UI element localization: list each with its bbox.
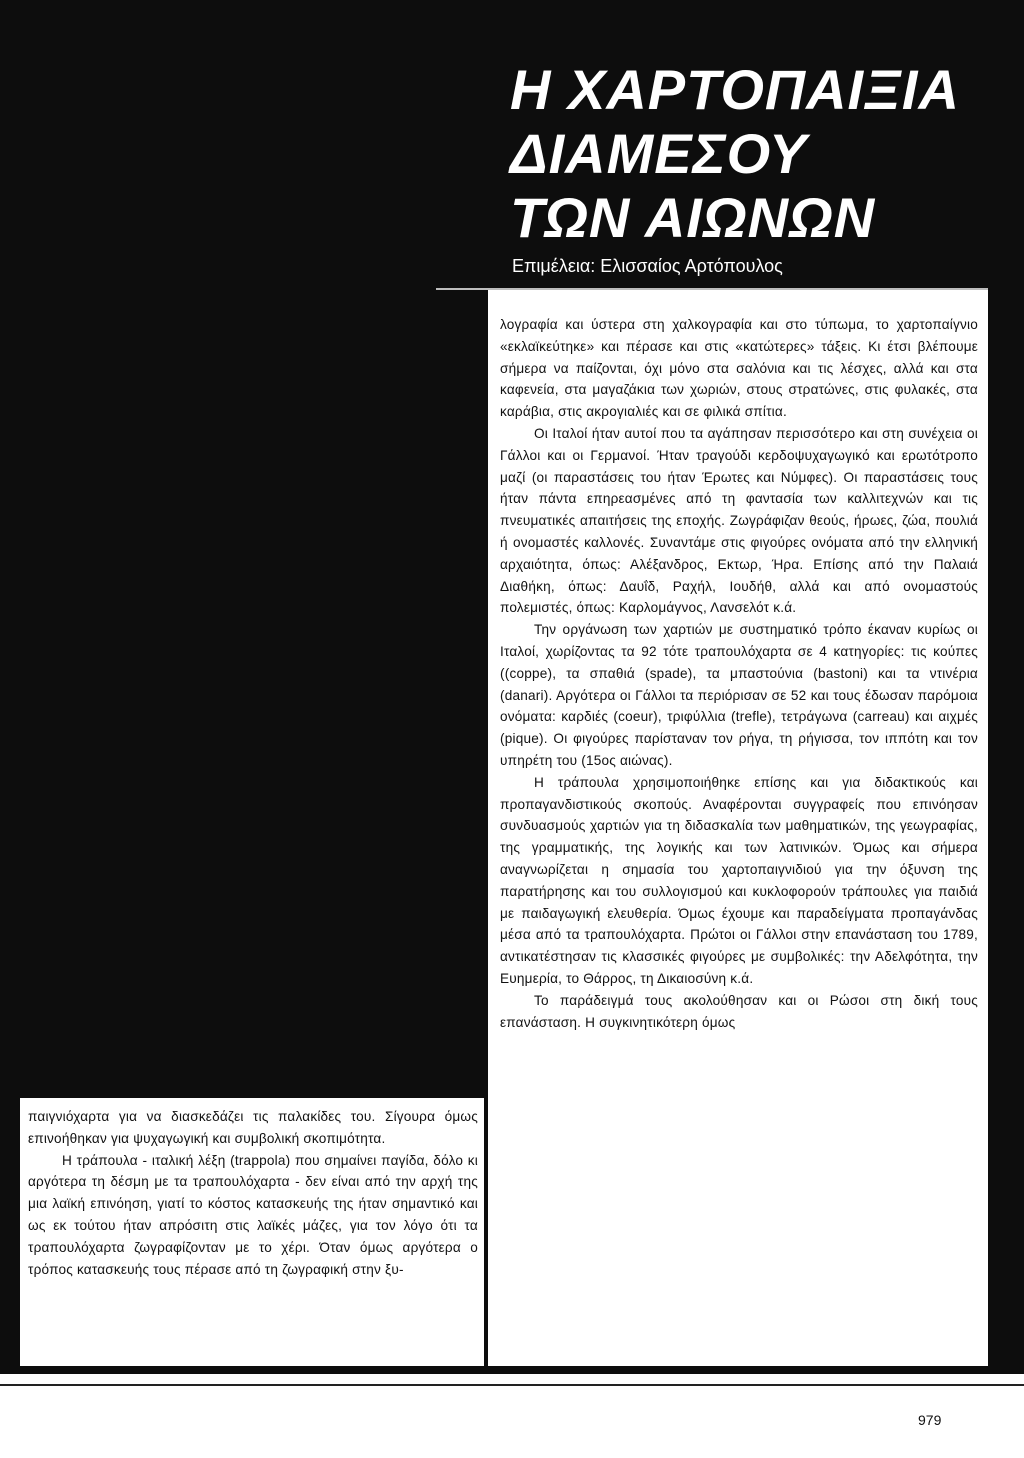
page-number: 979 <box>918 1412 942 1428</box>
paragraph: παιγνιόχαρτα για να διασκεδάζει τις παλακίδες του. Σίγουρα όμως επινοήθηκαν για ψυχαγωγική και συμβολική σκοπιμότητα. <box>28 1109 478 1146</box>
paragraph: Οι Ιταλοί ήταν αυτοί που τα αγάπησαν περισσότερο και στη συνέχεια οι Γάλλοι και οι Γερμανοί. Ήταν τραγούδι κερδοψυχαγωγικό και ερωτότροπο μαζί (οι παραστάσεις του ήταν Έρωτες και Νύμφες). Οι παραστάσεις τους ήταν πάντα επηρεασμένες από τη φαντασία των καλλιτεχνών και τις πνευματικές απαιτήσεις της εποχής. Ζωγράφιζαν θεούς, ήρωες, ζώα, πουλιά ή ονομαστές καλλονές. Συναντάμε στις φιγούρες ονόματα από την ελληνική αρχαιότητα, όπως: Αλέξανδρος, Εκτωρ, Ήρα. Επίσης από την Παλαιά Διαθήκη, όπως: Δαυΐδ, Ραχήλ, Ιουδήθ, αλλά και από ονομαστούς πολεμιστές, όπως: Καρλομάγνος, Λανσελότ κ.ά. <box>500 425 978 616</box>
title-line-3: ΤΩΝ ΑΙΩΝΩΝ <box>510 186 876 249</box>
paragraph: Το παράδειγμά τους ακολούθησαν και οι Ρώσοι στη δική τους επανάσταση. Η συγκινητικότερη όμως <box>500 992 978 1030</box>
title-line-2: ΔΙΑΜΕΣΟΥ <box>510 122 808 185</box>
paragraph: Η τράπουλα χρησιμοποιήθηκε επίσης και για διδακτικούς και προπαγανδιστικούς σκοπούς. Αναφέρονται συγγραφείς που επινόησαν συνδυασμούς χαρτιών για τη διδασκαλία των μαθηματικών, της γεωγραφίας, της γραμματικής, της λογικής και των λατινικών. Όμως και σήμερα αναγνωρίζεται η σημασία του χαρτοπαιγνιδιού για την όξυνση της παρατήρησης και του συλλογισμού και κυκλοφορούν τράπουλες για παιδιά με παιδαγωγική ελευθερία. Όμως έχουμε και παραδείγματα προπαγάνδας μέσα από τα τραπουλόχαρτα. Πρώτοι οι Γάλλοι στην επανάσταση του 1789, αντικατέστησαν τις κλασσικές φιγούρες με συμβολικές: την Αδελφότητα, την Ευημερία, το Θάρρος, τη Δικαιοσύνη κ.ά. <box>500 774 978 986</box>
paragraph: Την οργάνωση των χαρτιών με συστηματικό τρόπο έκαναν κυρίως οι Ιταλοί, χωρίζοντας τα 92 τότε τραπουλόχαρτα σε 4 κατηγορίες: τις κούπες ((coppe), τα σπαθιά (spade), τα μπαστούνια (bastoni) και τα ντινέρια (danari). Αργότερα οι Γάλλοι τα περιόρισαν σε 52 και τους έδωσαν παρόμοια ονόματα: καρδιές (coeur), τριφύλλια (trefle), τετράγωνα (carreau) και αιχμές (pique). Οι φιγούρες παρίσταναν τον ρήγα, τη ρήγισσα, τον ιππότη και τον υπηρέτη του (15ος αιώνας). <box>500 622 978 768</box>
right-text-column <box>488 290 988 1366</box>
article-byline: Επιμέλεια: Ελισσαίος Αρτόπουλος <box>512 256 783 276</box>
title-line-1: Η ΧΑΡΤΟΠΑΙΞΙΑ <box>510 58 960 121</box>
page-footer <box>0 1374 1024 1458</box>
footer-rule <box>0 1384 1024 1386</box>
paragraph: λογραφία και ύστερα στη χαλκογραφία και στο τύπωμα, το χαρτοπαίγνιο «εκλαϊκεύτηκε» και πέρασε και στις «κατώτερες» τάξεις. Κι έτσι βλέπουμε σήμερα να παίζονται, όχι μόνο στα σαλόνια και τις λέσχες, αλλά και στα καφενεία, στα μαγαζάκια των χωριών, στους στρατώνες, στις φυλακές, στα καράβια, στις ακρογιαλιές και σε φιλικά σπίτια. <box>500 317 978 420</box>
paragraph: Η τράπουλα - ιταλική λέξη (trappola) που σημαίνει παγίδα, δόλο κι αργότερα τη δέσμη με τα τραπουλόχαρτα - δεν είναι από την αρχή της μια λαϊκή επινόηση, γιατί το κόστος κατασκευής της ήταν σημαντικό και ως εκ τούτου ήταν απρόσιτη στις λαϊκές μάζες, για τον λόγο ότι τα τραπουλόχαρτα ζωγραφίζονταν με το χέρι. Όταν όμως αργότερα ο τρόπος κατασκευής τους πέρασε από τη ζωγραφική στην ξυ- <box>28 1152 478 1277</box>
left-text-column <box>20 1098 484 1366</box>
article-title <box>510 58 1010 250</box>
